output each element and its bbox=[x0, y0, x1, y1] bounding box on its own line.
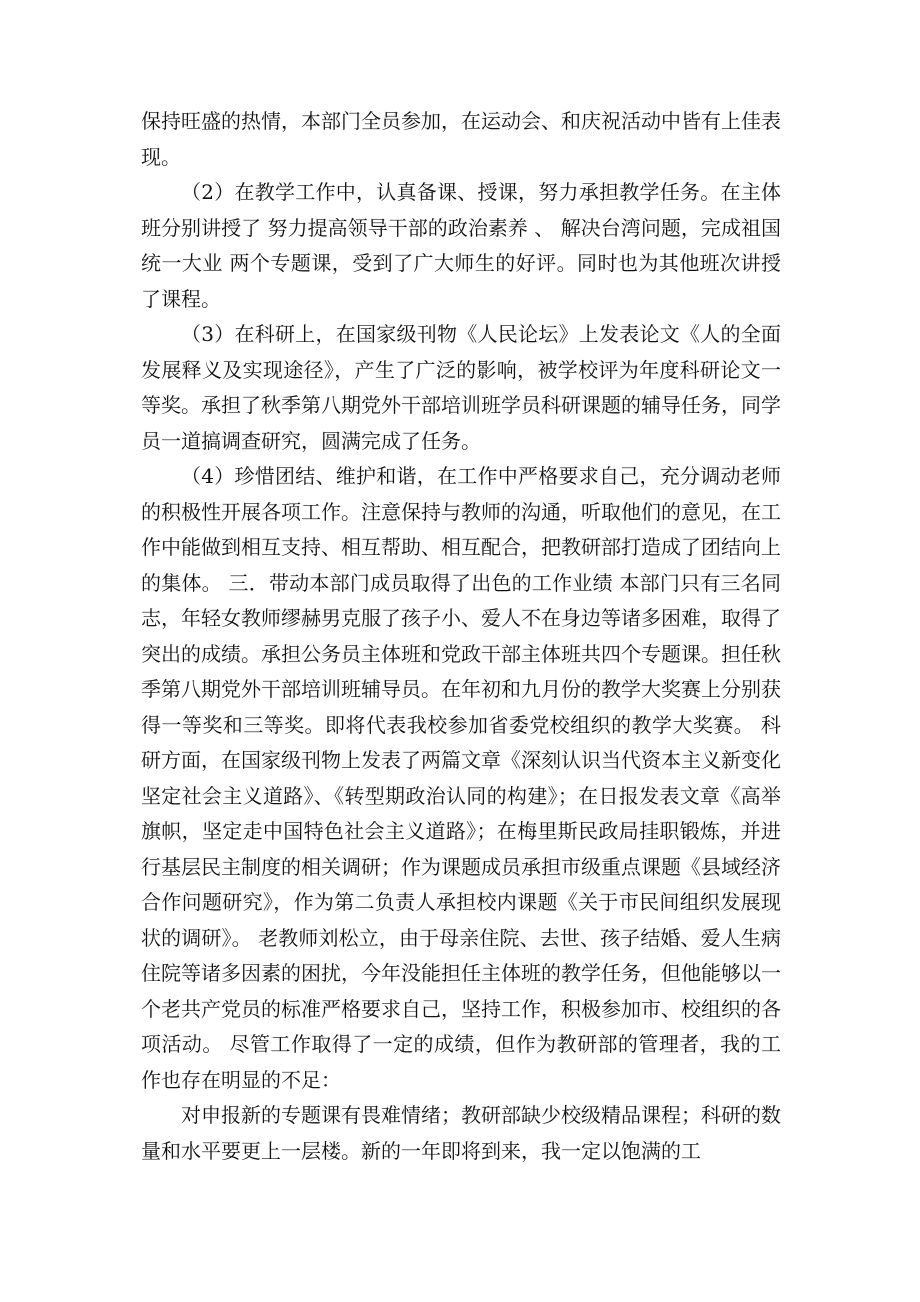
paragraph-5: 对申报新的专题课有畏难情绪；教研部缺少校级精品课程；科研的数量和水平要更上一层楼。新的一年即将到来，我一定以饱满的工 bbox=[141, 1103, 781, 1163]
paragraph-1: 保持旺盛的热情，本部门全员参加，在运动会、和庆祝活动中皆有上佳表现。 bbox=[141, 109, 781, 169]
paragraph-4: （4）珍惜团结、维护和谐，在工作中严格要求自己，充分调动老师的积极性开展各项工作。注意保持与教师的沟通，听取他们的意见，在工作中能做到相互支持、相互帮助、相互配合，把教研部打造成了团结向上的集体。 三．带动本部门成员取得了出色的工作业绩 本部门只有三名同志，年轻女教师缪赫男克服了孩子小、爱人不在身边等诸多困难，取得了突出的成绩。承担公务员主体班和党政干部主体班共四个专题课。担任秋季第八期党外干部培训班辅导员。在年初和九月份的教学大奖赛上分别获得一等奖和三等奖。即将代表我校参加省委党校组织的教学大奖赛。 科研方面，在国家级刊物上发表了两篇文章《深刻认识当代资本主义新变化坚定社会主义道路》、《转型期政治认同的构建》；在日报发表文章《高举旗帜，坚定走中国特色社会主义道路》；在梅里斯民政局挂职锻炼，并进行基层民主制度的相关调研；作为课题成员承担市级重点课题《县域经济合作问题研究》，作为第二负责人承担校内课题《关于市民间组织发展现状的调研》。 老教师刘松立，由于母亲住院、去世、孩子结婚、爱人生病住院等诸多因素的困扰，今年没能担任主体班的教学任务，但他能够以一个老共产党员的标准严格要求自己，坚持工作，积极参加市、校组织的各项活动。 尽管工作取得了一定的成绩，但作为教研部的管理者，我的工作也存在明显的不足： bbox=[141, 464, 781, 1092]
paragraph-3: （3）在科研上，在国家级刊物《人民论坛》上发表论文《人的全面发展释义及实现途径》，产生了广泛的影响，被学校评为年度科研论文一等奖。承担了秋季第八期党外干部培训班学员科研课题的辅导任务，同学员一道搞调查研究，圆满完成了任务。 bbox=[141, 322, 781, 453]
paragraph-2: （2）在教学工作中，认真备课、授课，努力承担教学任务。在主体班分别讲授了 努力提高领导干部的政治素养 、 解决台湾问题，完成祖国统一大业 两个专题课，受到了广大师生的好评。同时也为其他班次讲授了课程。 bbox=[141, 180, 781, 311]
document-body bbox=[141, 104, 781, 1169]
